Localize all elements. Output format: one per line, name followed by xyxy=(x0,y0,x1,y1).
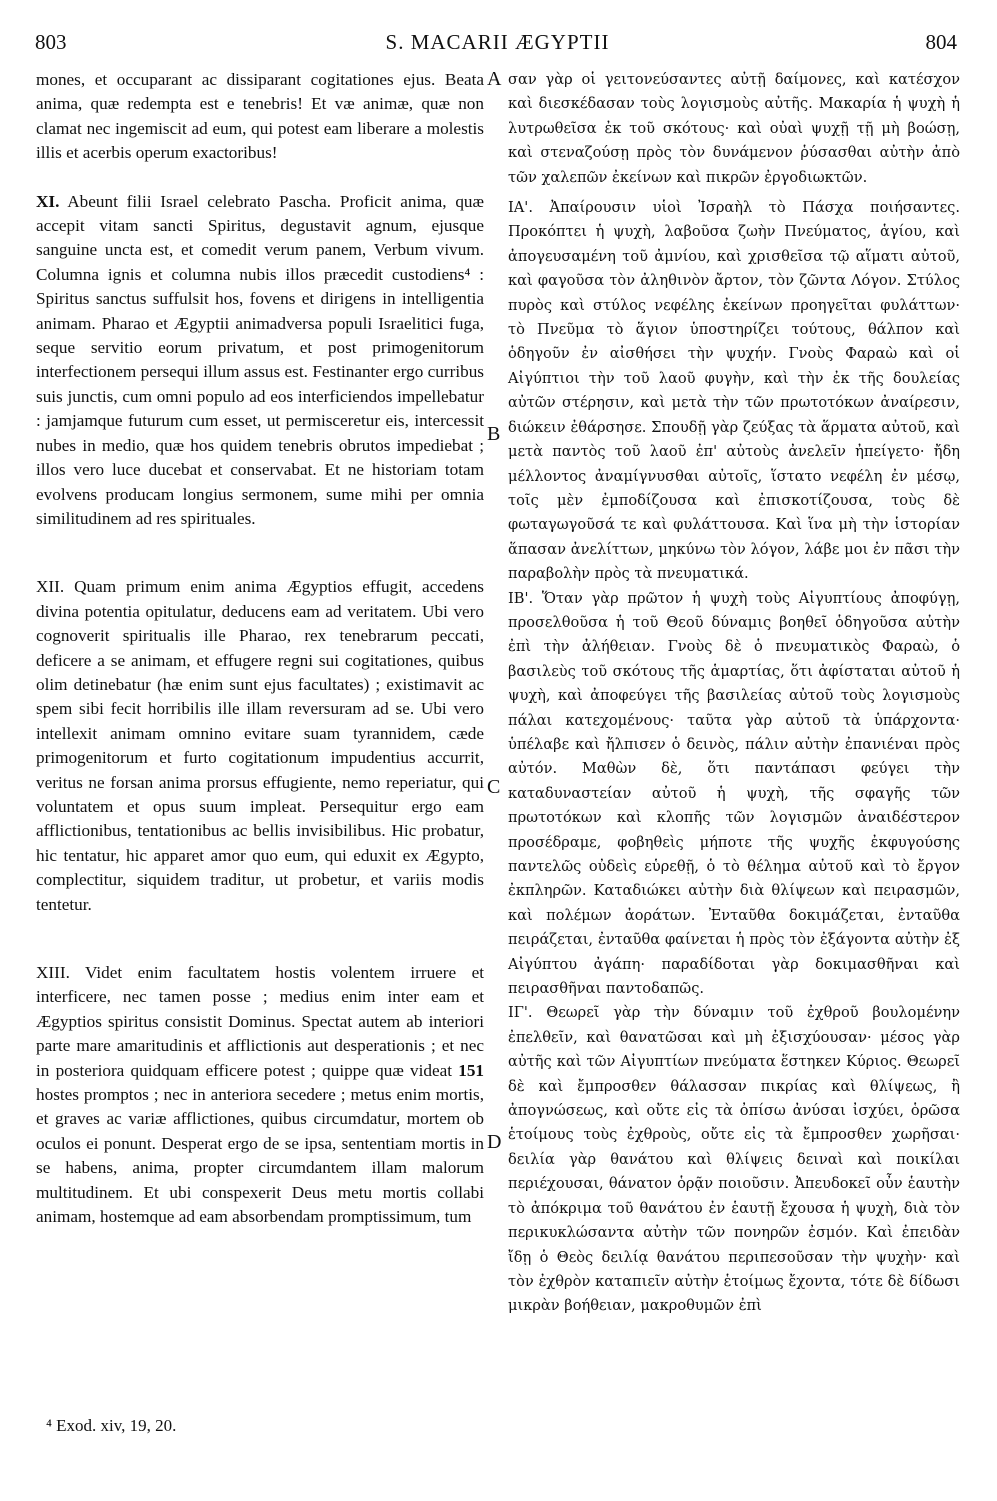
section-number: ΙΑ'. xyxy=(508,199,533,217)
section-number: XI. xyxy=(36,191,60,211)
section-text: hostes promptos ; nec in anteriora secedere ; metus enim mortis, et graves ac variæ afflictiones, quibus circumdatur, mortem ob oculos ei ponunt. Desperat ergo de se ipsa, sententiam mortis in se habens, anima, propter circumdantem illam malorum multitudinem. Et ubi conspexerit Deus metu mortis collabi animam, hostemque ad eam absorbendam promptissimum, tum xyxy=(36,1085,484,1227)
greek-column xyxy=(508,68,960,1319)
margin-letter-c: C xyxy=(487,776,501,798)
section-number: XIII. xyxy=(36,963,70,982)
margin-letter-a: A xyxy=(487,68,502,90)
greek-section-11 xyxy=(508,196,960,587)
latin-intro-paragraph: mones, et occuparant ac dissiparant cogitationes ejus. Beata anima, quæ redempta est e tenebris! Et væ animæ, quæ non clamat nec ingemiscit ad eum, qui potest eam liberare a molestis illis et acerbis operum exactoribus! xyxy=(36,70,484,163)
section-number: ΙΒ'. xyxy=(508,589,534,607)
footnote: ⁴ Exod. xiv, 19, 20. xyxy=(46,1416,177,1435)
greek-section-13 xyxy=(508,1001,960,1318)
section-text: Ὅταν γὰρ πρῶτον ἡ ψυχὴ τοὺς Αἰγυπτίους ἀποφύγῃ, προσελθοῦσα ἡ τοῦ Θεοῦ δύναμις βοηθεῖ ὁδηγοῦσα αὐτὴν ἐπὶ τὴν ἀλήθειαν. Γνοὺς δὲ ὁ πνευματικὸς Φαραὼ, ὁ βασιλεὺς τοῦ σκότους τῆς ἁμαρτίας, ὅτι ἀφίσταται αὐτοῦ ἡ ψυχὴ, καὶ ἀποφεύγει τῆς βασιλείας αὐτοῦ τοὺς λογισμοὺς πάλαι κατεχομένους· ταῦτα γὰρ αὐτοῦ τὰ ὑπάρχοντα· ὑπέλαβε καὶ ἤλπισεν ὁ δεινὸς, πάλιν αὐτὴν ἐπανιέναι πρὸς αὐτόν. Μαθὼν δὲ, ὅτι παντάπασι φεύγει τὴν καταδυναστείαν αὐτοῦ ἡ ψυχὴ, τῆς σφαγῆς τῶν πρωτοτόκων καὶ κλοπῆς τῶν λογισμῶν ἀναιδέστερον προσέδραμε, φοβηθεὶς μήποτε τῆς ψυχῆς ἐκφυγούσης παντελῶς οὐδεὶς εὑρεθῇ, ὁ τὸ θέλημα αὐτοῦ καὶ τὸ ἔργον ἐκπληρῶν. Καταδιώκει αὐτὴν διὰ θλίψεων καὶ πειρασμῶν, καὶ πολέμων ἀοράτων. Ἐνταῦθα δοκιμάζεται, ἐνταῦθα πειράζεται, ἐνταῦθα φαίνεται ἡ πρὸς τὸν ἐξάγοντα αὐτὴν ἐξ Αἰγύπτου ἀγάπη· παραδίδοται γὰρ δοκιμασθῆναι καὶ πειρασθῆναι παντοδαπῶς. xyxy=(508,589,960,998)
section-number: ΙΓ'. xyxy=(508,1004,533,1022)
margin-letter-b: B xyxy=(487,423,501,445)
page-number-right: 804 xyxy=(925,30,957,54)
page-number-left: 803 xyxy=(35,30,67,54)
section-text: Videt enim facultatem hostis volentem irruere et interficere, nec tamen posse ; medius enim inter eam et Ægyptios spiritus consistit Dominus. Spectat autem ab interiori parte mare amaritudinis et afflictionis aut desperationis ; et nec in posteriora quidquam efficere potest ; quippe quæ videat xyxy=(36,963,484,1080)
column-number-marker: 151 xyxy=(458,1060,484,1080)
section-text: Ἀπαίρουσιν υἱοὶ Ἰσραὴλ τὸ Πάσχα ποιήσαντες. Προκόπτει ἡ ψυχὴ, λαβοῦσα ζωὴν Πνεύματος, ἁγίου, καὶ ἀπογευσαμένη τοῦ ἀμνίου, καὶ χρισθεῖσα τῷ αἵματι αὐτοῦ, καὶ φαγοῦσα τὸν ἀληθινὸν ἄρτον, τὸν ζῶντα Λόγον. Στύλος πυρὸς καὶ στύλος νεφέλης ἐκείνων προηγεῖται φυλάττων· τὸ Πνεῦμα τὸ ἅγιον ὑποστηρίζει τούτους, θάλπον καὶ ὁδηγοῦν ἐν αἰσθήσει τὴν ψυχήν. Γνοὺς Φαραὼ καὶ οἱ Αἰγύπτιοι τὴν τοῦ λαοῦ φυγὴν, καὶ τὴν ἐκ τῆς δουλείας αὐτῶν στέρησιν, καὶ μετὰ τὴν τῶν πρωτοτόκων ἀναίρεσιν, διώκειν ἐθάρσησε. Σπουδῇ γὰρ ζεύξας τὰ ἅρματα αὐτοῦ, καὶ μετὰ παντὸς τοῦ λαοῦ ἐπ' αὐτοὺς ἀνελεῖν ἠπείγετο· ἤδη μέλλοντος ἀναμίγνυσθαι αὐτοῖς, ἵστατο νεφέλη ἐν μέσῳ, τοῖς μὲν ἐμποδίζουσα καὶ ἐπισκοτίζουσα, τοὺς δὲ φωταγωγοῦσά τε καὶ φυλάττουσα. Καὶ ἵνα μὴ τὴν ἱστορίαν ἅπασαν ἀνελίττων, μηκύνω τὸν λόγον, λάβε μοι ἐν πᾶσι τὴν παραβολὴν πρὸς τὰ πνευματικά. xyxy=(508,199,960,583)
section-number: XII. xyxy=(36,577,65,597)
latin-section-13 xyxy=(36,961,484,1229)
section-text: Quam primum enim anima Ægyptios effugit, accedens divina potentia opitulatur, deducens eam ad veritatem. Ubi vero cognoverit spiritualis ille Pharao, rex tenebrarum peccati, deficere a se animam, et effugere regni sui cogitationes, quibus olim detinebatur (hæ enim sunt ejus facultates) ; existimavit ac spem sibi fecit horribilis ille illam reversuram ad se. Ubi vero intellexit animam omnino evitare suam tyrannidem, cæde primogenitorum et furto cogitationum impudentius accurrit, veritus ne forsan anima prorsus effugiente, nemo reperiatur, qui voluntatem et opus suum impleat. Persequitur ergo eam afflictionibus, tentationibus ac bellis invisibilibus. Hic probatur, hic tentatur, hic apparet amor quo eum, qui eduxit ex Ægypto, complectitur, siquidem traditur, ut probetur, et variis modis tentetur. xyxy=(36,577,484,914)
greek-intro-paragraph: σαν γὰρ οἱ γειτονεύσαντες αὐτῇ δαίμονες, καὶ κατέσχον καὶ διεσκέδασαν τοὺς λογισμοὺς αὐτῆς. Μακαρία ἡ ψυχὴ ἡ λυτρωθεῖσα ἐκ τοῦ σκότους· καὶ οὐαὶ ψυχῇ τῇ μὴ βοώσῃ, καὶ στεναζούσῃ πρὸς τὸν δυνάμενον ῥύσασθαι αὐτὴν ἀπὸ τῶν χαλεπῶν ἐκείνων καὶ πικρῶν ἐργοδιωκτῶν. xyxy=(508,71,960,186)
section-text: Abeunt filii Israel celebrato Pascha. Proficit anima, quæ accepit vitam sancti Spiritus, degustavit agnum, ejusque sanguine uncta est, et comedit verum panem, Verbum vivum. Columna ignis et columna nubis illos præcedit custodiens⁴ : Spiritus sanctus suffulsit hos, fovens et dirigens in intelligentia animam. Pharao et Ægyptii animadversa populi Israelitici fuga, seque servitio eorum privatum, et post primogenitorum interfectionem persequi illum assus est. Festinanter ergo curribus suis junctis, cum omni populo ad eos interficiendos impellebatur : jamjamque futurum cum esset, ut permisceretur eis, intercessit nubes in medio, quæ hos quidem tenebris obrutos impediebat ; illos vero luce ducebat et conservabat. Et ne historiam totam evolvens producam longius sermonem, sume mihi per omnia similitudinem ad res spirituales. xyxy=(36,191,484,528)
latin-column xyxy=(36,68,484,1229)
margin-letter-d: D xyxy=(487,1131,502,1153)
latin-section-12 xyxy=(36,575,484,917)
greek-section-12 xyxy=(508,587,960,1002)
latin-section-11 xyxy=(36,190,484,532)
page-header xyxy=(30,30,965,58)
running-title: S. MACARII ÆGYPTII xyxy=(385,30,610,54)
section-text: Θεωρεῖ γὰρ τὴν δύναμιν τοῦ ἐχθροῦ βουλομένην ἐπελθεῖν, καὶ θανατῶσαι καὶ μὴ ἐξισχύουσαν· μέσος γὰρ αὐτῆς καὶ τῶν Αἰγυπτίων πνεύματα ἕστηκεν Κύριος. Θεωρεῖ δὲ καὶ ἔμπροσθεν θάλασσαν πικρίας καὶ θλίψεως, ἢ ἀπογνώσεως, καὶ οὔτε εἰς τὰ ὀπίσω ἀνύσαι ἰσχύει, ὁρῶσα ἑτοίμους τοὺς ἐχθροὺς, οὔτε εἰς τὰ ἔμπροσθεν χωρῆσαι· δειλία γὰρ θανάτου καὶ θλίψεις δειναὶ καὶ ποικίλαι περιέχουσαι, θάνατον ὁρᾷν ποιοῦσιν. Ἀπευδοκεῖ οὖν ἑαυτὴν τὸ ἀπόκριμα τοῦ θανάτου ἐν ἑαυτῇ ἔχουσα ἡ ψυχὴ, διὰ τὸν περικυκλώσαντα αὐτὴν τῶν πονηρῶν ἐσμόν. Καὶ ἐπειδὰν ἴδῃ ὁ Θεὸς δειλίᾳ θανάτου περιπεσοῦσαν τὴν ψυχὴν· καὶ τὸν ἐχθρὸν καταπιεῖν αὐτὴν ἑτοίμως ἔχοντα, τότε δὲ δίδωσι μικρὰν βοήθειαν, μακροθυμῶν ἐπὶ xyxy=(508,1004,960,1315)
